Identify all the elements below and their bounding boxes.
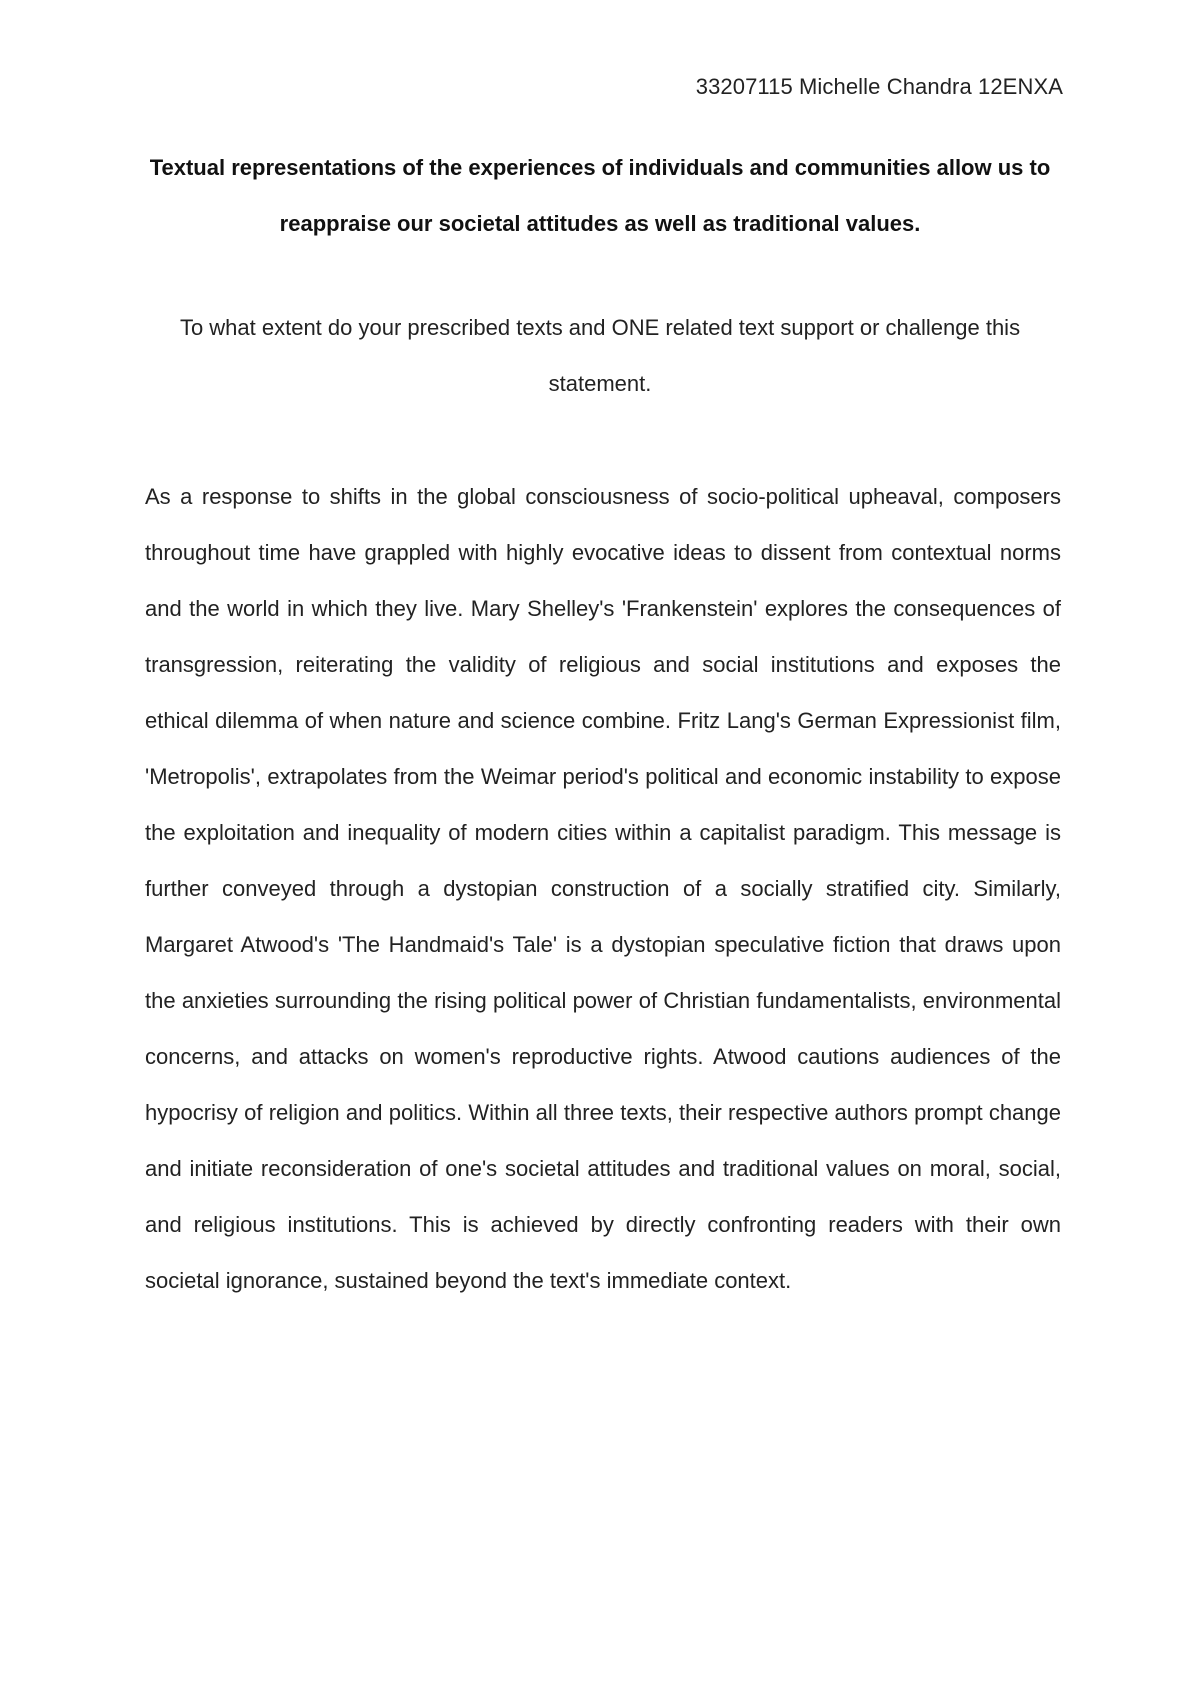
essay-introduction-paragraph: As a response to shifts in the global consciousness of socio-political upheaval, composers throughout time have grappled with highly evocative ideas to dissent from contextual norms and the world in which they live. Mary Shelley's 'Frankenstein' explores the consequences of transgression, reiterating the validity of religious and social institutions and exposes the ethical dilemma of when nature and science combine. Fritz Lang's German Expressionist film, 'Metropolis', extrapolates from the Weimar period's political and economic instability to expose the exploitation and inequality of modern cities within a capitalist paradigm. This message is further conveyed through a dystopian construction of a socially stratified city. Similarly, Margaret Atwood's 'The Handmaid's Tale' is a dystopian speculative fiction that draws upon the anxieties surrounding the rising political power of Christian fundamentalists, environmental concerns, and attacks on women's reproductive rights. Atwood cautions audiences of the hypocrisy of religion and politics. Within all three texts, their respective authors prompt change and initiate reconsideration of one's societal attitudes and traditional values on moral, social, and religious institutions. This is achieved by directly confronting readers with their own societal ignorance, sustained beyond the text's immediate context. [145,484,1061,1293]
essay-prompt-title: Textual representations of the experiences of individuals and communities allow us to reappraise our societal attitudes as well as traditional values. [149,155,1051,236]
essay-question: To what extent do your prescribed texts and ONE related text support or challenge this statement. [179,315,1021,396]
student-header: 33207115 Michelle Chandra 12ENXA [695,74,1063,99]
